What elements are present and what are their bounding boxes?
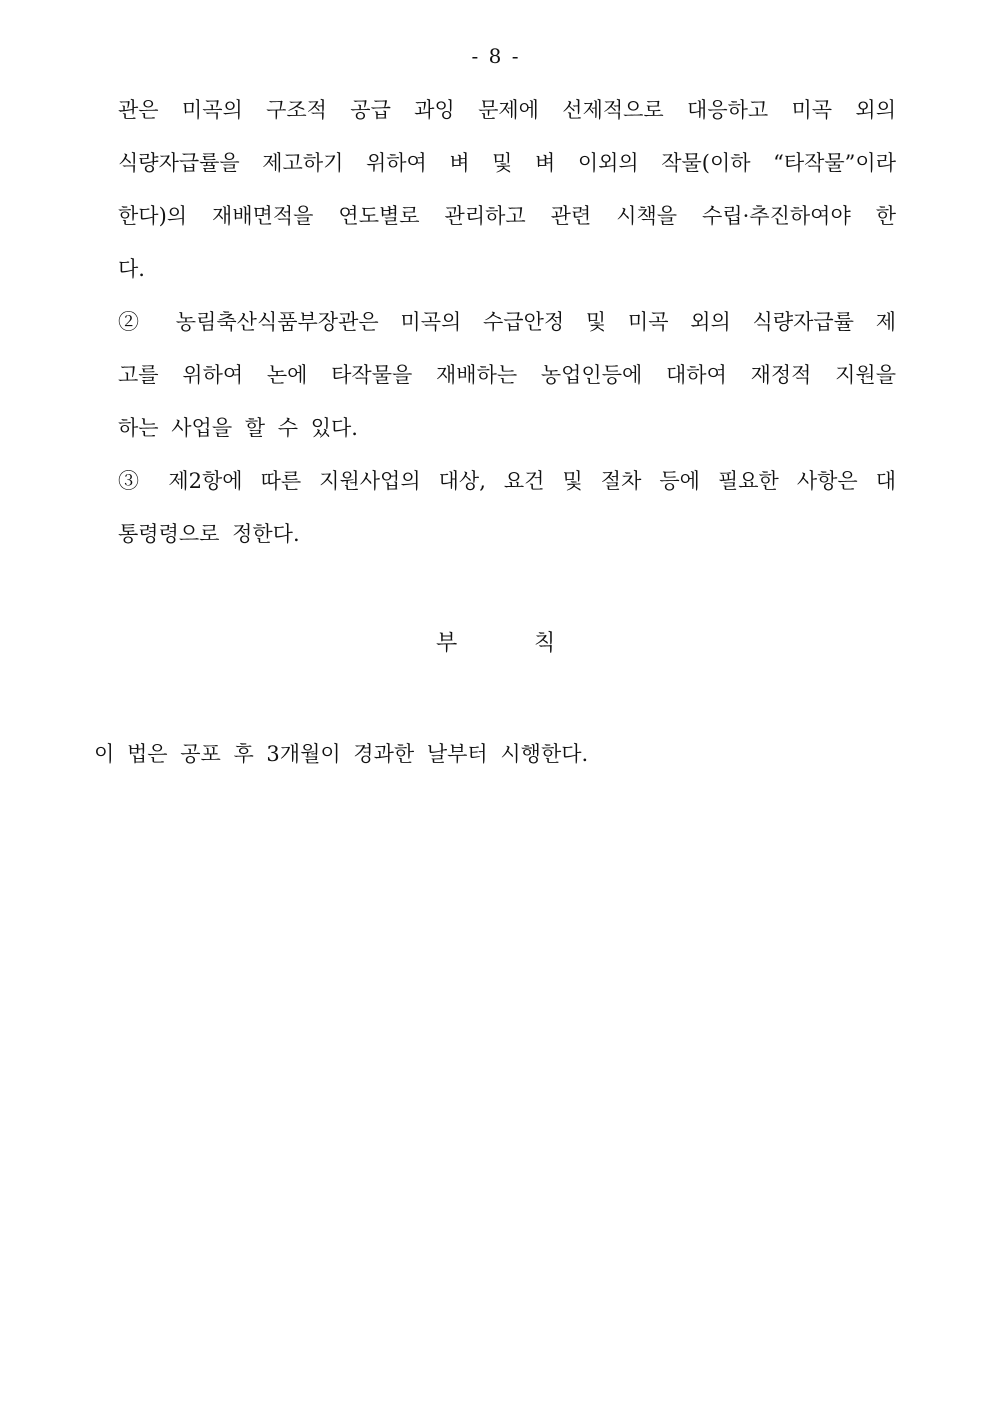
- paragraph-3-line: 통령령으로 정한다.: [118, 522, 300, 546]
- paragraph-2-line: ② 농림축산식품부장관은 미곡의 수급안정 및 미곡 외의 식량자급률 제: [118, 310, 896, 334]
- article-body: [118, 88, 896, 565]
- addenda-heading-char: 부: [436, 631, 458, 656]
- page-number: - 8 -: [471, 44, 521, 68]
- addenda-heading: [0, 624, 992, 664]
- body-line: 한다)의 재배면적을 연도별로 관리하고 관련 시책을 수립·추진하여야 한: [118, 204, 896, 228]
- body-line: 다.: [118, 257, 145, 281]
- addenda-heading-char: 칙: [534, 631, 556, 656]
- body-line: 식량자급률을 제고하기 위하여 벼 및 벼 이외의 작물(이하 “타작물”이라: [118, 151, 896, 175]
- addenda-text: 이 법은 공포 후 3개월이 경과한 날부터 시행한다.: [94, 742, 589, 766]
- body-line: 관은 미곡의 구조적 공급 과잉 문제에 선제적으로 대응하고 미곡 외의: [118, 98, 896, 122]
- paragraph-2-line: 하는 사업을 할 수 있다.: [118, 416, 358, 440]
- paragraph-2-line: 고를 위하여 논에 타작물을 재배하는 농업인등에 대하여 재정적 지원을: [118, 363, 896, 387]
- paragraph-3-line: ③ 제2항에 따른 지원사업의 대상, 요건 및 절차 등에 필요한 사항은 대: [118, 469, 896, 493]
